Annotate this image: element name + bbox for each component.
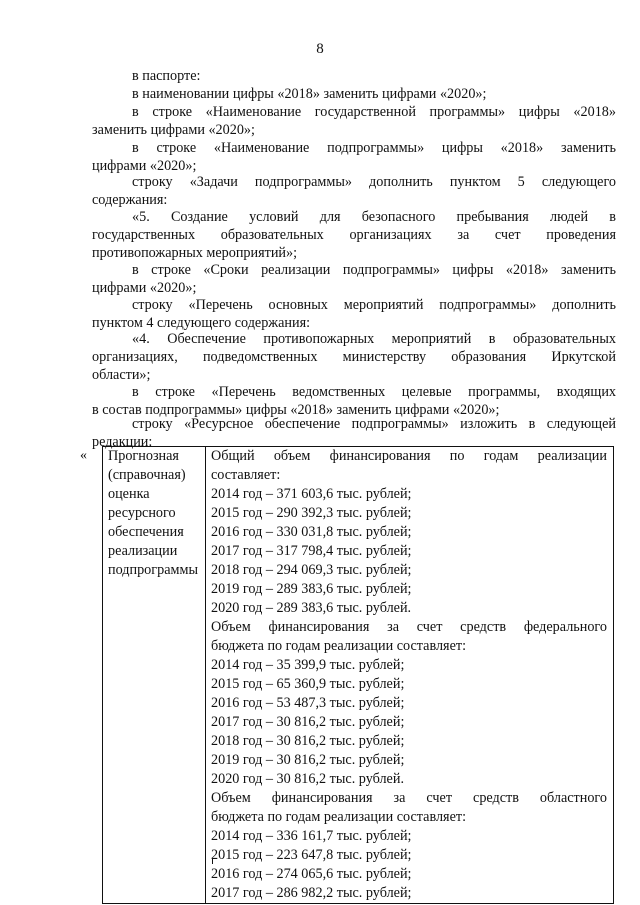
paragraph-line: строку «Ресурсное обеспечение подпрограммы» изложить в следующей [132, 416, 616, 432]
total-year-line: 2017 год – 317 798,4 тыс. рублей; [211, 543, 412, 559]
paragraph [92, 139, 616, 175]
regional-intro-line: Объем финансирования за счет средств областного [211, 790, 607, 806]
paragraph-line: в строке «Сроки реализации подпрограммы» цифры «2018» заменить [132, 262, 616, 278]
row-label-line: реализации [108, 543, 178, 559]
paragraph-line: государственных образовательных организациях за счет проведения [92, 227, 616, 243]
row-label-line: Прогнозная [108, 448, 179, 464]
paragraph-line: «5. Создание условий для безопасного пребывания людей в [132, 209, 616, 225]
federal-year-line: 2015 год – 65 360,9 тыс. рублей; [211, 676, 405, 692]
resource-table [102, 446, 614, 904]
paragraph-line: организациях, подведомственных министерству образования Иркутской [92, 349, 616, 365]
federal-year-line: 2019 год – 30 816,2 тыс. рублей; [211, 752, 405, 768]
paragraph-line: области»; [92, 367, 151, 383]
paragraph-line: цифрами «2020»; [92, 280, 197, 296]
paragraph [92, 173, 616, 209]
federal-year-line: 2014 год – 35 399,9 тыс. рублей; [211, 657, 405, 673]
paragraph-line: в строке «Наименование подпрограммы» цифры «2018» заменить [132, 140, 616, 156]
federal-year-line: 2017 год – 30 816,2 тыс. рублей; [211, 714, 405, 730]
paragraph-line: в состав подпрограммы» цифры «2018» заменить цифрами «2020»; [92, 402, 500, 418]
page-number: 8 [316, 41, 324, 57]
regional-year-line: 2016 год – 274 065,6 тыс. рублей; [211, 866, 412, 882]
opening-quote: « [80, 448, 87, 463]
table-continuation-line [212, 858, 613, 864]
paragraph-line: цифрами «2020»; [92, 158, 197, 174]
federal-year-line: 2020 год – 30 816,2 тыс. рублей. [211, 771, 404, 787]
total-intro-line: составляет: [211, 467, 281, 483]
row-label-line: обеспечения [108, 524, 184, 540]
total-year-line: 2018 год – 294 069,3 тыс. рублей; [211, 562, 412, 578]
federal-intro-line: Объем финансирования за счет средств федерального [211, 619, 607, 635]
paragraph-line: в строке «Наименование государственной программы» цифры «2018» [132, 104, 616, 120]
total-year-line: 2015 год – 290 392,3 тыс. рублей; [211, 505, 412, 521]
row-label-line: (справочная) [108, 467, 186, 483]
paragraph-line: заменить цифрами «2020»; [92, 122, 255, 138]
paragraph-line: содержания: [92, 192, 168, 208]
paragraph [92, 261, 616, 297]
row-label-line: ресурсного [108, 505, 176, 521]
paragraph-line: пунктом 4 следующего содержания: [92, 315, 311, 331]
total-year-line: 2016 год – 330 031,8 тыс. рублей; [211, 524, 412, 540]
paragraph: в паспорте: [132, 68, 201, 84]
paragraph-line: в строке «Перечень ведомственных целевые программы, входящих [132, 384, 616, 400]
paragraph [92, 296, 616, 332]
row-label-line: оценка [108, 486, 150, 502]
table-row [103, 447, 614, 904]
paragraph [92, 208, 616, 262]
paragraph-line: строку «Перечень основных мероприятий подпрограммы» дополнить [132, 297, 616, 313]
funding-cell [206, 447, 614, 904]
regional-year-line: 2015 год – 223 647,8 тыс. рублей; [211, 847, 412, 863]
paragraph-line: строку «Задачи подпрограммы» дополнить пунктом 5 следующего [132, 174, 616, 190]
paragraph: в наименовании цифры «2018» заменить цифрами «2020»; [132, 86, 487, 102]
row-label-cell [103, 447, 206, 904]
paragraph-line: редакции: [92, 434, 153, 450]
regional-year-line: 2017 год – 286 982,2 тыс. рублей; [211, 885, 412, 901]
paragraph [92, 103, 616, 139]
federal-year-line: 2018 год – 30 816,2 тыс. рублей; [211, 733, 405, 749]
paragraph [92, 330, 616, 384]
row-label-line: подпрограммы [108, 562, 198, 578]
total-year-line: 2014 год – 371 603,6 тыс. рублей; [211, 486, 412, 502]
regional-year-line: 2014 год – 336 161,7 тыс. рублей; [211, 828, 412, 844]
total-intro-line: Общий объем финансирования по годам реализации [211, 448, 607, 464]
regional-intro-line: бюджета по годам реализации составляет: [211, 809, 467, 825]
federal-year-line: 2016 год – 53 487,3 тыс. рублей; [211, 695, 405, 711]
paragraph-line: противопожарных мероприятий»; [92, 245, 298, 261]
federal-intro-line: бюджета по годам реализации составляет: [211, 638, 467, 654]
paragraph-line: «4. Обеспечение противопожарных мероприятий в образовательных [132, 331, 616, 347]
paragraph [92, 383, 616, 419]
total-year-line: 2019 год – 289 383,6 тыс. рублей; [211, 581, 412, 597]
total-year-line: 2020 год – 289 383,6 тыс. рублей. [211, 600, 412, 616]
